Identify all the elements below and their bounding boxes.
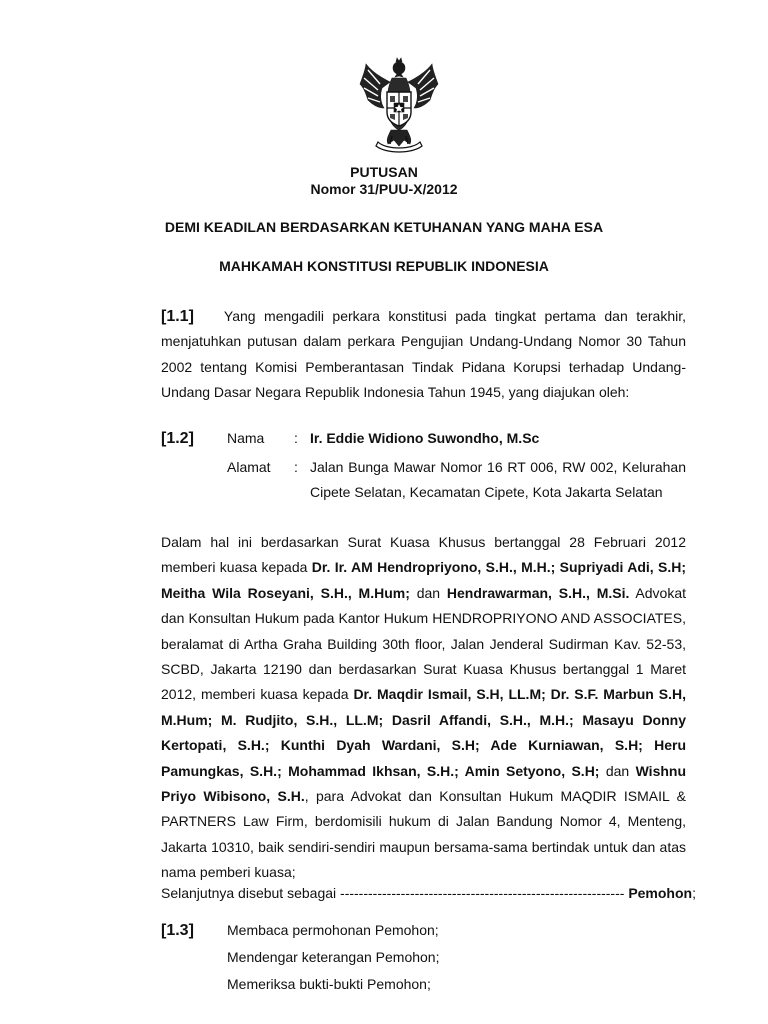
kuasa-names: Dr. Maqdir Ismail, S.H, LL.M; Dr. S.F. Marbun S.H, M.Hum; M. Rudjito, S.H., LL.M; Dasril Affandi, S.H., M.H.; Masayu Donny Kertopati, S.H.; Kunthi Dyah Wardani, S.H; Ade Kurniawan, S.H; Heru Pamungkas, S.H.; Mohammad Ikhsan, S.H.; Amin Setyono, S.H;: [161, 686, 686, 779]
list-item: Membaca permohonan Pemohon;: [227, 922, 439, 938]
kuasa-text: , para Advokat dan Konsultan Hukum MAQDIR ISMAIL & PARTNERS Law Firm, berdomisili hukum di Jalan Bandung Nomor 4, Menteng, Jakarta 10310, baik sendiri-sendiri maupun bersama-sama bertindak untuk dan atas nama pemberi kuasa;: [161, 788, 686, 881]
garuda-emblem-icon: [358, 58, 440, 156]
designation-semicolon: ;: [692, 885, 696, 901]
dash-leader: -------------------------------------------------------------: [340, 885, 625, 901]
applicant-address: Jalan Bunga Mawar Nomor 16 RT 006, RW 002, Kelurahan Cipete Selatan, Kecamatan Cipete, Kota Jakarta Selatan: [310, 459, 686, 500]
kuasa-text: dan: [599, 762, 636, 779]
kuasa-text: Dalam hal ini berdasarkan Surat Kuasa Khusus bertanggal 28 Februari 2012 memberi kuasa kepada: [161, 534, 686, 576]
designation-text: Selanjutnya disebut sebagai: [161, 885, 341, 901]
section-text: Yang mengadili perkara konstitusi pada tingkat pertama dan terakhir, menjatuhkan putusan dalam perkara Pengujian Undang-Undang Nomor 30 Tahun 2002 tentang Komisi Pemberantasan Tindak Pidana Korupsi terhadap Undang-Undang Dasar Negara Republik Indonesia Tahun 1945, yang diajukan oleh:: [161, 308, 686, 401]
kuasa-names: Dr. Ir. AM Hendropriyono, S.H., M.H.; Supriyadi Adi, S.H; Meitha Wila Roseyani, S.H., M.Hum;: [161, 559, 686, 601]
document-type-heading: PUTUSAN: [350, 164, 418, 180]
list-item: Mendengar keterangan Pemohon;: [227, 949, 440, 965]
section-number: [1.1]: [161, 308, 194, 325]
applicant-designation-line: [161, 881, 696, 906]
kuasa-text: Advokat dan Konsultan Hukum pada Kantor Hukum HENDROPRIYONO AND ASSOCIATES, beralamat di Artha Graha Building 30th floor, Jalan Jenderal Sudirman Kav. 52-53, SCBD, Jakarta 12190 dan berdasarkan Surat Kuasa Khusus bertanggal 1 Maret 2012, memberi kuasa kepada: [161, 584, 686, 703]
pemohon-label: Pemohon: [628, 885, 693, 901]
section-number: [1.2]: [161, 430, 194, 447]
field-colon: :: [294, 459, 298, 475]
section-number: [1.3]: [161, 922, 194, 939]
power-of-attorney-paragraph: [161, 530, 686, 886]
field-label-nama: Nama: [227, 430, 265, 446]
list-item: Memeriksa bukti-bukti Pemohon;: [227, 976, 431, 992]
field-colon: :: [294, 430, 298, 446]
irah-irah-heading: DEMI KEADILAN BERDASARKAN KETUHANAN YANG MAHA ESA: [164, 219, 604, 235]
court-name-heading: MAHKAMAH KONSTITUSI REPUBLIK INDONESIA: [219, 258, 549, 274]
decision-number: Nomor 31/PUU-X/2012: [310, 181, 458, 197]
kuasa-names: Hendrawarman, S.H., M.Si.: [446, 584, 630, 601]
applicant-name: Ir. Eddie Widiono Suwondho, M.Sc: [310, 430, 540, 446]
section-1-1: [161, 304, 686, 406]
kuasa-names: Wishnu Priyo Wibisono, S.H.: [161, 762, 687, 805]
kuasa-text: dan: [409, 584, 447, 601]
field-label-alamat: Alamat: [227, 459, 271, 475]
